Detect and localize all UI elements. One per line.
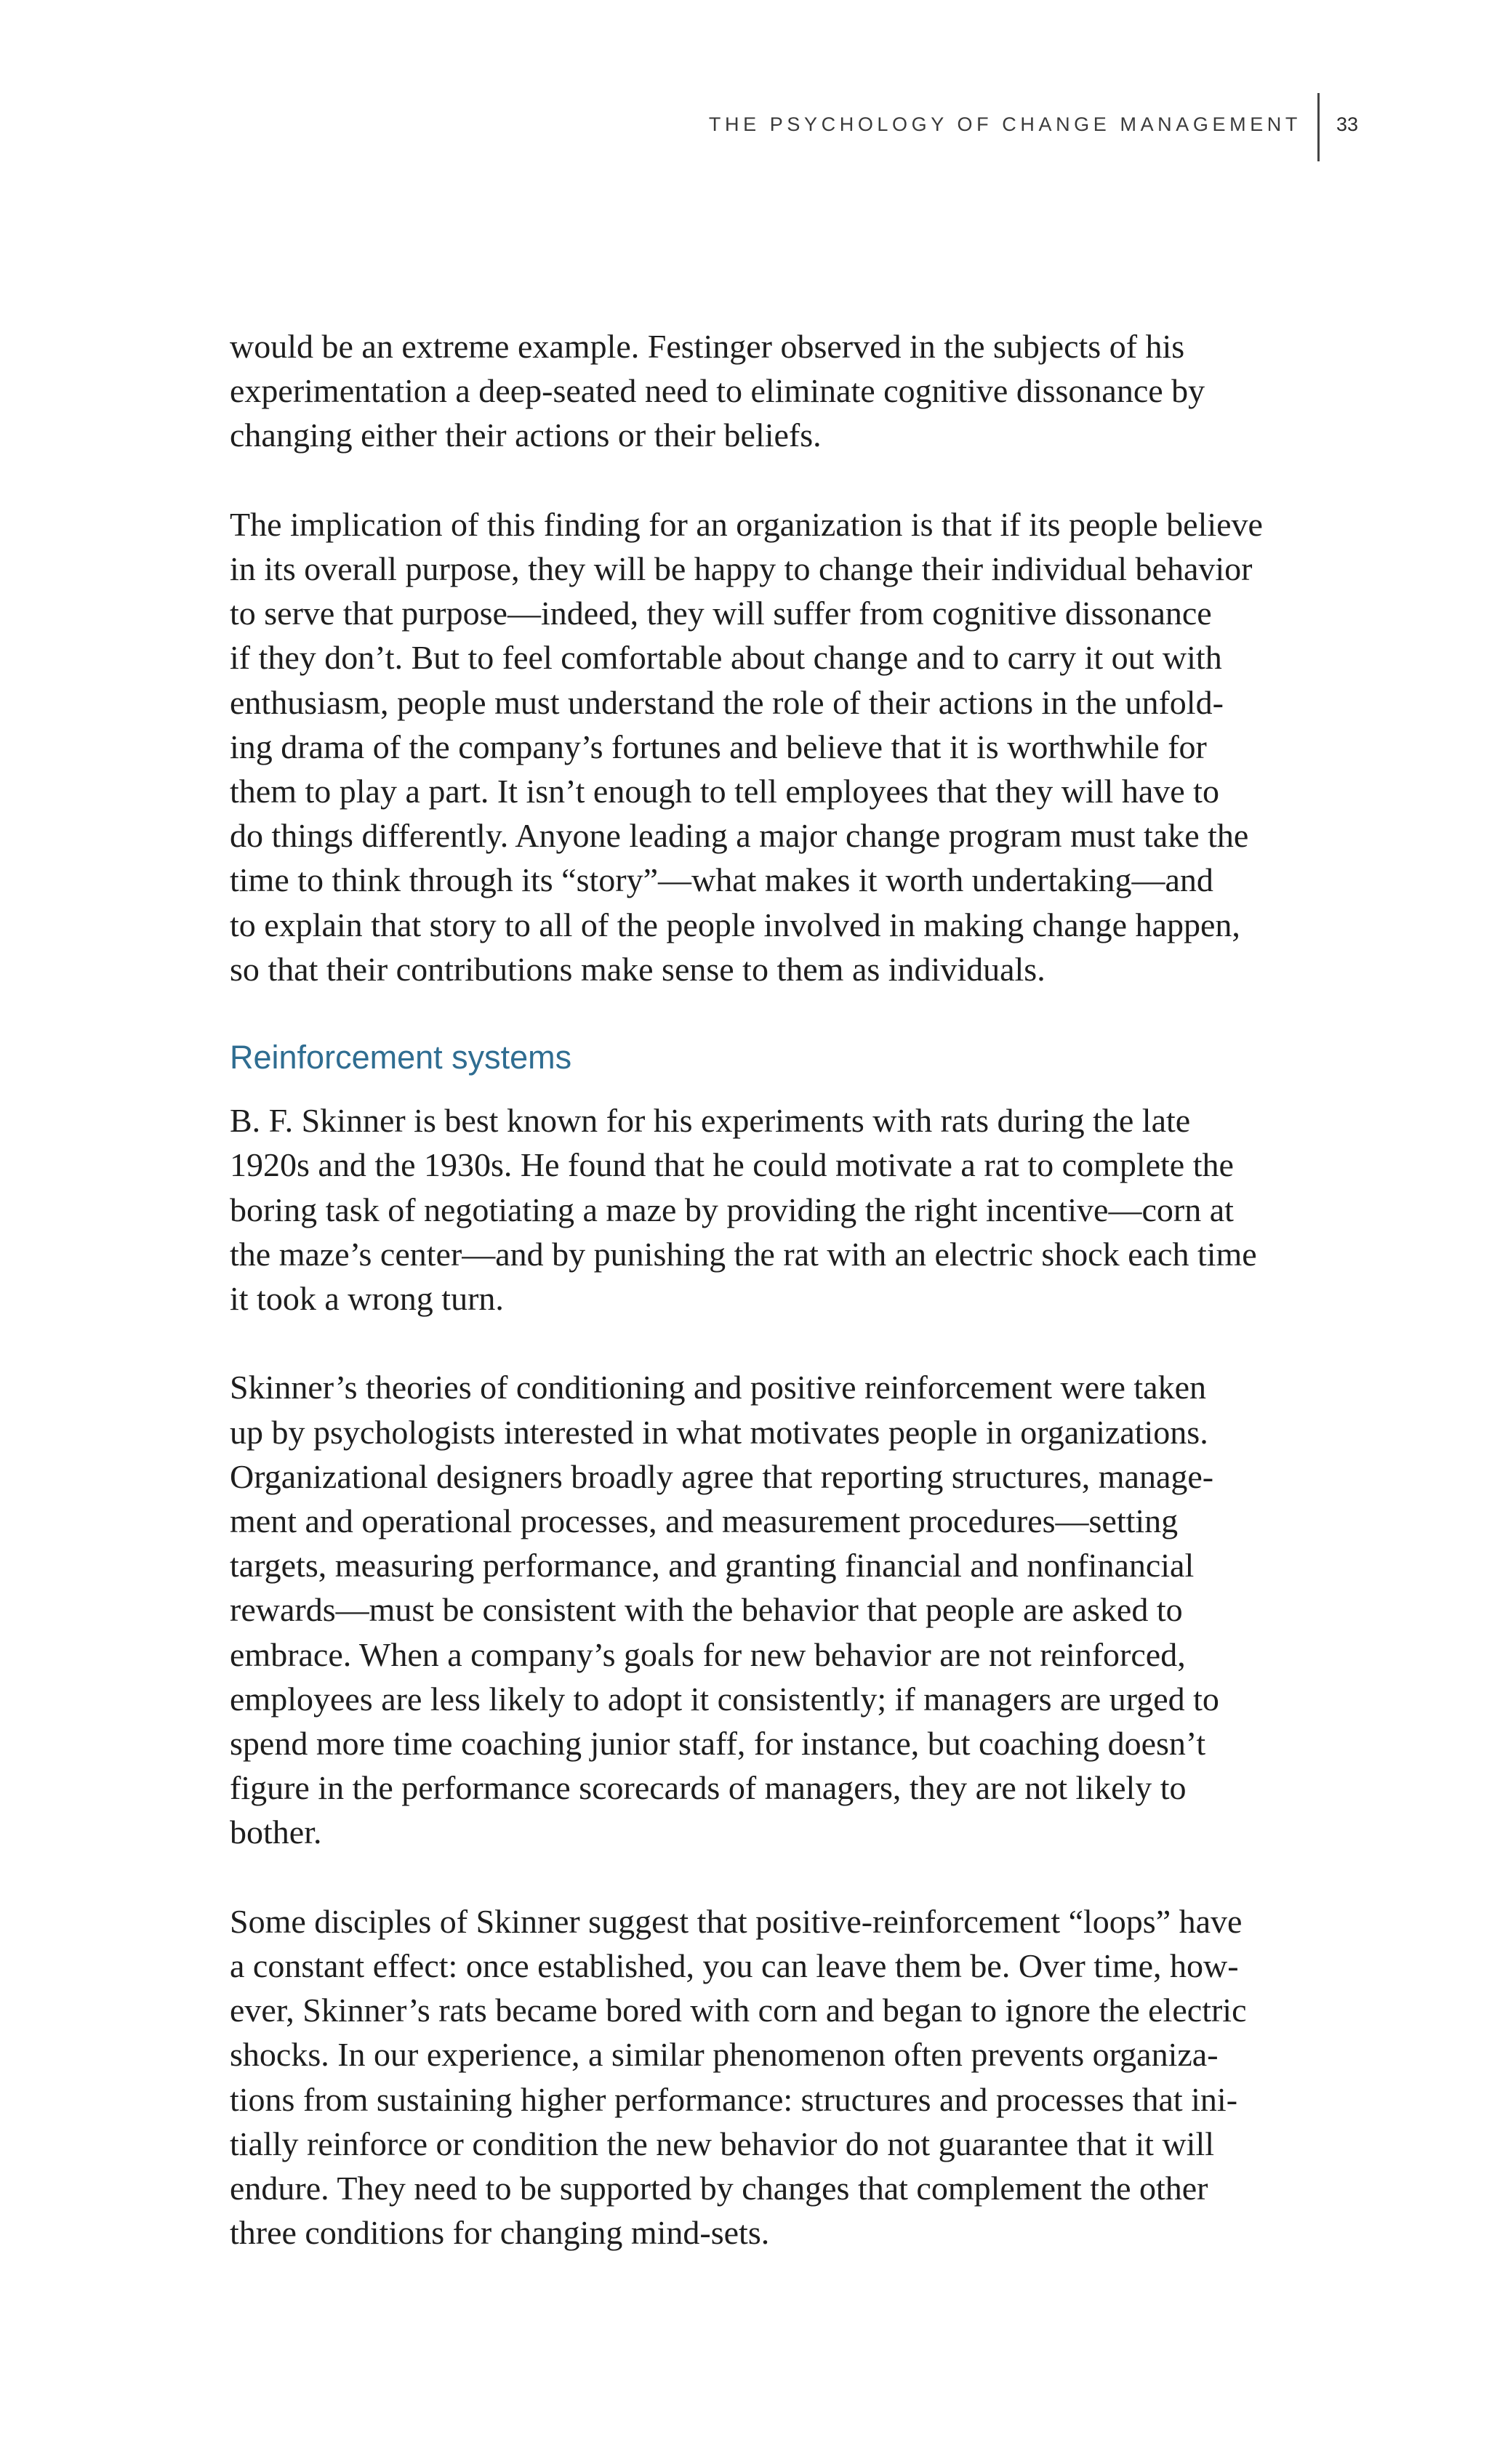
paragraph-4 [230, 1365, 1320, 1854]
text-line: 1920s and the 1930s. He found that he could motivate a rat to complete the [230, 1146, 1234, 1184]
page-number: 33 [1336, 113, 1359, 135]
paragraph-1 [230, 324, 1320, 458]
text-line: time to think through its “story”—what makes it worth undertaking—and [230, 861, 1213, 899]
text-line: targets, measuring performance, and granting financial and nonfinancial [230, 1547, 1195, 1585]
text-line: Some disciples of Skinner suggest that positive-reinforcement “loops” have [230, 1902, 1243, 1940]
paragraph-3 [230, 1098, 1320, 1321]
text-line: The implication of this finding for an organization is that if its people believe [230, 505, 1263, 543]
text-line: Organizational designers broadly agree that reporting structures, manage- [230, 1457, 1214, 1495]
text-line: shocks. In our experience, a similar phenomenon often prevents organiza- [230, 2036, 1219, 2074]
text-line: bother. [230, 1813, 322, 1851]
text-line: spend more time coaching junior staff, for instance, but coaching doesn’t [230, 1725, 1206, 1763]
text-line: it took a wrong turn. [230, 1280, 504, 1318]
text-line: tially reinforce or condition the new behavior do not guarantee that it will [230, 2125, 1215, 2162]
text-line: B. F. Skinner is best known for his experiments with rats during the late [230, 1102, 1191, 1140]
text-line: rewards—must be consistent with the behavior that people are asked to [230, 1591, 1183, 1629]
section-heading: Reinforcement systems [230, 1039, 572, 1076]
running-header [0, 108, 1489, 166]
text-line: endure. They need to be supported by changes that complement the other [230, 2170, 1208, 2207]
text-line: to explain that story to all of the people involved in making change happen, [230, 906, 1240, 943]
text-line: ing drama of the company’s fortunes and believe that it is worthwhile for [230, 728, 1207, 765]
text-line: changing either their actions or their beliefs. [230, 416, 822, 454]
text-line: ment and operational processes, and measurement procedures—setting [230, 1502, 1179, 1540]
text-line: would be an extreme example. Festinger observed in the subjects of his [230, 328, 1185, 365]
text-line: do things differently. Anyone leading a major change program must take the [230, 817, 1249, 855]
text-line: enthusiasm, people must understand the role of their actions in the unfold- [230, 683, 1224, 721]
paragraph-5 [230, 1899, 1320, 2255]
text-line: tions from sustaining higher performance: structures and processes that ini- [230, 2080, 1238, 2118]
text-line: a constant effect: once established, you can leave them be. Over time, how- [230, 1947, 1239, 1985]
text-line: up by psychologists interested in what motivates people in organizations. [230, 1413, 1208, 1451]
body-text [230, 324, 1320, 2300]
paragraph-2 [230, 502, 1320, 991]
text-line: figure in the performance scorecards of managers, they are not likely to [230, 1769, 1187, 1807]
text-line: in its overall purpose, they will be happy to change their individual behavior [230, 550, 1253, 587]
text-line: embrace. When a company’s goals for new behavior are not reinforced, [230, 1635, 1186, 1673]
text-line: Skinner’s theories of conditioning and positive reinforcement were taken [230, 1369, 1206, 1406]
text-line: to serve that purpose—indeed, they will suffer from cognitive dissonance [230, 595, 1212, 632]
text-line: them to play a part. It isn’t enough to tell employees that they will have to [230, 773, 1219, 810]
running-title: THE PSYCHOLOGY OF CHANGE MANAGEMENT [708, 113, 1301, 135]
text-line: ever, Skinner’s rats became bored with corn and began to ignore the electric [230, 1992, 1247, 2029]
text-line: experimentation a deep-seated need to eliminate cognitive dissonance by [230, 372, 1205, 410]
text-line: employees are less likely to adopt it consistently; if managers are urged to [230, 1680, 1219, 1718]
text-line: so that their contributions make sense to them as individuals. [230, 950, 1045, 988]
text-line: boring task of negotiating a maze by providing the right incentive—corn at [230, 1191, 1234, 1228]
header-divider [1317, 93, 1320, 161]
text-line: if they don’t. But to feel comfortable about change and to carry it out with [230, 639, 1222, 677]
text-line: the maze’s center—and by punishing the rat with an electric shock each time [230, 1235, 1257, 1273]
text-line: three conditions for changing mind-sets. [230, 2214, 770, 2252]
